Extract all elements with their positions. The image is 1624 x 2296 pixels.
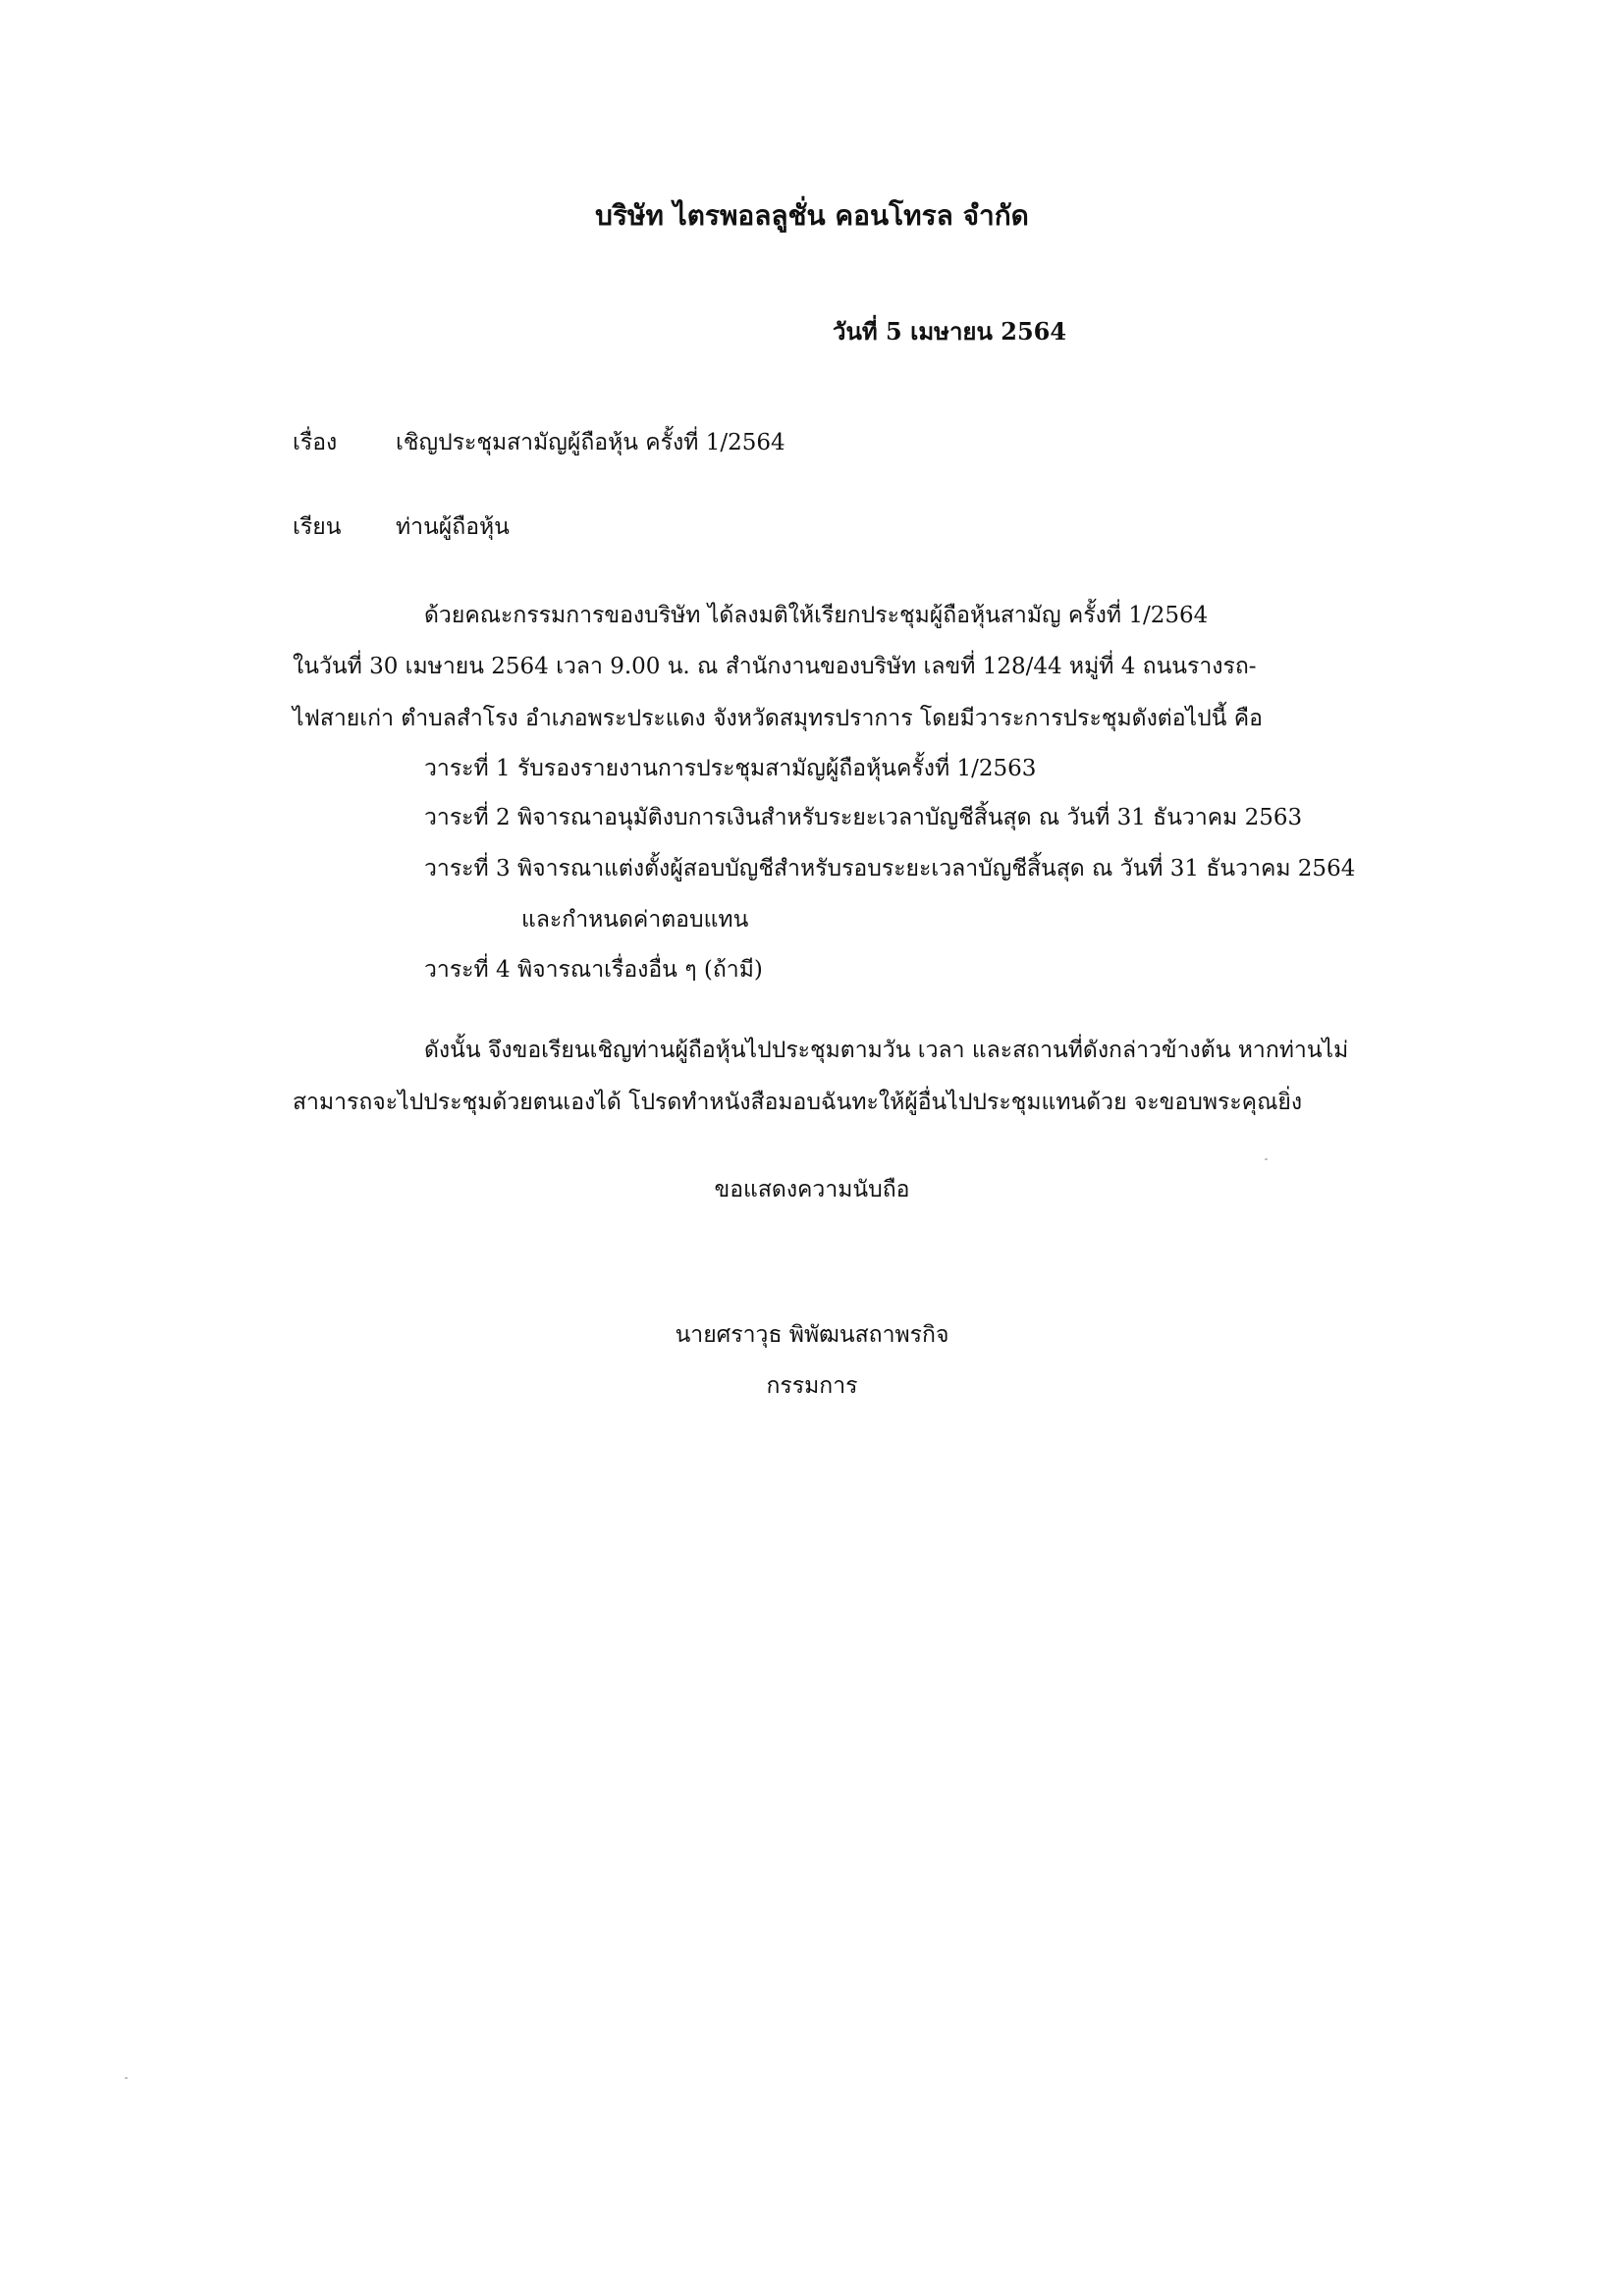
agenda-item-2: วาระที่ 2 พิจารณาอนุมัติงบการเงินสำหรับระยะเวลาบัญชีสิ้นสุด ณ วันที่ 31 ธันวาคม 2563 (424, 805, 1303, 830)
conclusion-line-1: ดังนั้น จึงขอเรียนเชิญท่านผู้ถือหุ้นไปประชุมตามวัน เวลา และสถานที่ดังกล่าวข้างต้น หากท่านไม่ (424, 1038, 1349, 1063)
agenda-item-1: วาระที่ 1 รับรองรายงานการประชุมสามัญผู้ถือหุ้นครั้งที่ 1/2563 (424, 756, 1037, 781)
scan-speck (125, 2077, 128, 2079)
scan-speck (1265, 1158, 1268, 1160)
signer-position: กรรมการ (766, 1373, 858, 1399)
recipient-text: ท่านผู้ถือหุ้น (396, 514, 510, 540)
subject-label: เรื่อง (293, 430, 338, 455)
date-line: วันที่ 5 เมษายน 2564 (833, 317, 1067, 346)
subject-text: เชิญประชุมสามัญผู้ถือหุ้น ครั้งที่ 1/2564 (396, 430, 785, 455)
body-line-3: ไฟสายเก่า ตำบลสำโรง อำเภอพระประแดง จังหวัดสมุทรปราการ โดยมีวาระการประชุมดังต่อไปนี้ คือ (293, 706, 1263, 731)
agenda-item-3-continuation: และกำหนดค่าตอบแทน (521, 907, 749, 933)
closing-phrase: ขอแสดงความนับถือ (714, 1177, 910, 1202)
body-line-2: ในวันที่ 30 เมษายน 2564 เวลา 9.00 น. ณ สำนักงานของบริษัท เลขที่ 128/44 หมู่ที่ 4 ถนนรางรถ- (293, 654, 1257, 679)
company-name: บริษัท ไตรพอลลูชั่น คอนโทรล จำกัด (595, 199, 1029, 232)
body-line-1: ด้วยคณะกรรมการของบริษัท ได้ลงมติให้เรียกประชุมผู้ถือหุ้นสามัญ ครั้งที่ 1/2564 (424, 603, 1209, 628)
recipient-label: เรียน (293, 514, 342, 540)
agenda-item-4: วาระที่ 4 พิจารณาเรื่องอื่น ๆ (ถ้ามี) (424, 957, 763, 983)
agenda-item-3: วาระที่ 3 พิจารณาแต่งตั้งผู้สอบบัญชีสำหรับรอบระยะเวลาบัญชีสิ้นสุด ณ วันที่ 31 ธันวาคม 2564 (424, 856, 1356, 881)
signer-name: นายศราวุธ พิพัฒนสถาพรกิจ (675, 1322, 949, 1348)
conclusion-line-2: สามารถจะไปประชุมด้วยตนเองได้ โปรดทำหนังสือมอบฉันทะให้ผู้อื่นไปประชุมแทนด้วย จะขอบพระคุณยิ่ง (293, 1090, 1303, 1115)
